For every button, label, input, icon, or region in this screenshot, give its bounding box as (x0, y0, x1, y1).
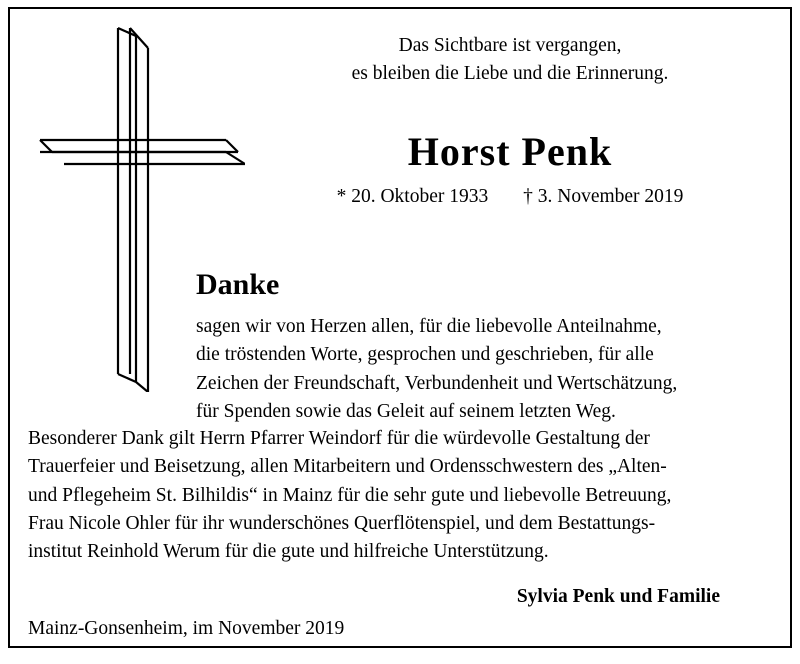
place-and-date: Mainz-Gonsenheim, im November 2019 (28, 618, 345, 639)
thanks-body-line-3: Zeichen der Freundschaft, Verbundenheit und Wertschätzung, (196, 372, 678, 394)
special-thanks-line-2: Trauerfeier und Beisetzung, allen Mitarbeitern und Ordensschwestern des „Alten- (28, 456, 667, 478)
deceased-name: Horst Penk (407, 129, 613, 174)
special-thanks (28, 425, 770, 566)
special-thanks-line-3: und Pflegeheim St. Bilhildis“ in Mainz für die sehr gute und liebevolle Betreuung, (28, 484, 672, 506)
special-thanks-line-4: Frau Nicole Ohler für ihr wunderschönes Querflötenspiel, und dem Bestattungs- (28, 512, 656, 534)
signature: Sylvia Penk und Familie (516, 586, 720, 607)
special-thanks-line-5: institut Reinhold Werum für die gute und hilfreiche Unterstützung. (28, 541, 549, 563)
special-thanks-line-1: Besonderer Dank gilt Herrn Pfarrer Weindorf für die würdevolle Gestaltung der (28, 428, 650, 449)
thanks-heading: Danke (196, 268, 280, 301)
epitaph-line-2: es bleiben die Liebe und die Erinnerung. (351, 62, 669, 84)
epitaph-line-1: Das Sichtbare ist vergangen, (398, 35, 622, 56)
epitaph (250, 32, 770, 87)
birth-date: * 20. Oktober 1933 (336, 186, 489, 207)
thanks-body-line-4: für Spenden sowie das Geleit auf seinem letzten Weg. (196, 400, 616, 422)
death-date: † 3. November 2019 (523, 186, 684, 207)
life-dates (250, 186, 770, 208)
thanks-body-line-1: sagen wir von Herzen allen, für die liebevolle Anteilnahme, (196, 316, 662, 337)
thanks-body (196, 313, 762, 426)
thanks-body-line-2: die tröstenden Worte, gesprochen und geschrieben, für alle (196, 344, 654, 366)
